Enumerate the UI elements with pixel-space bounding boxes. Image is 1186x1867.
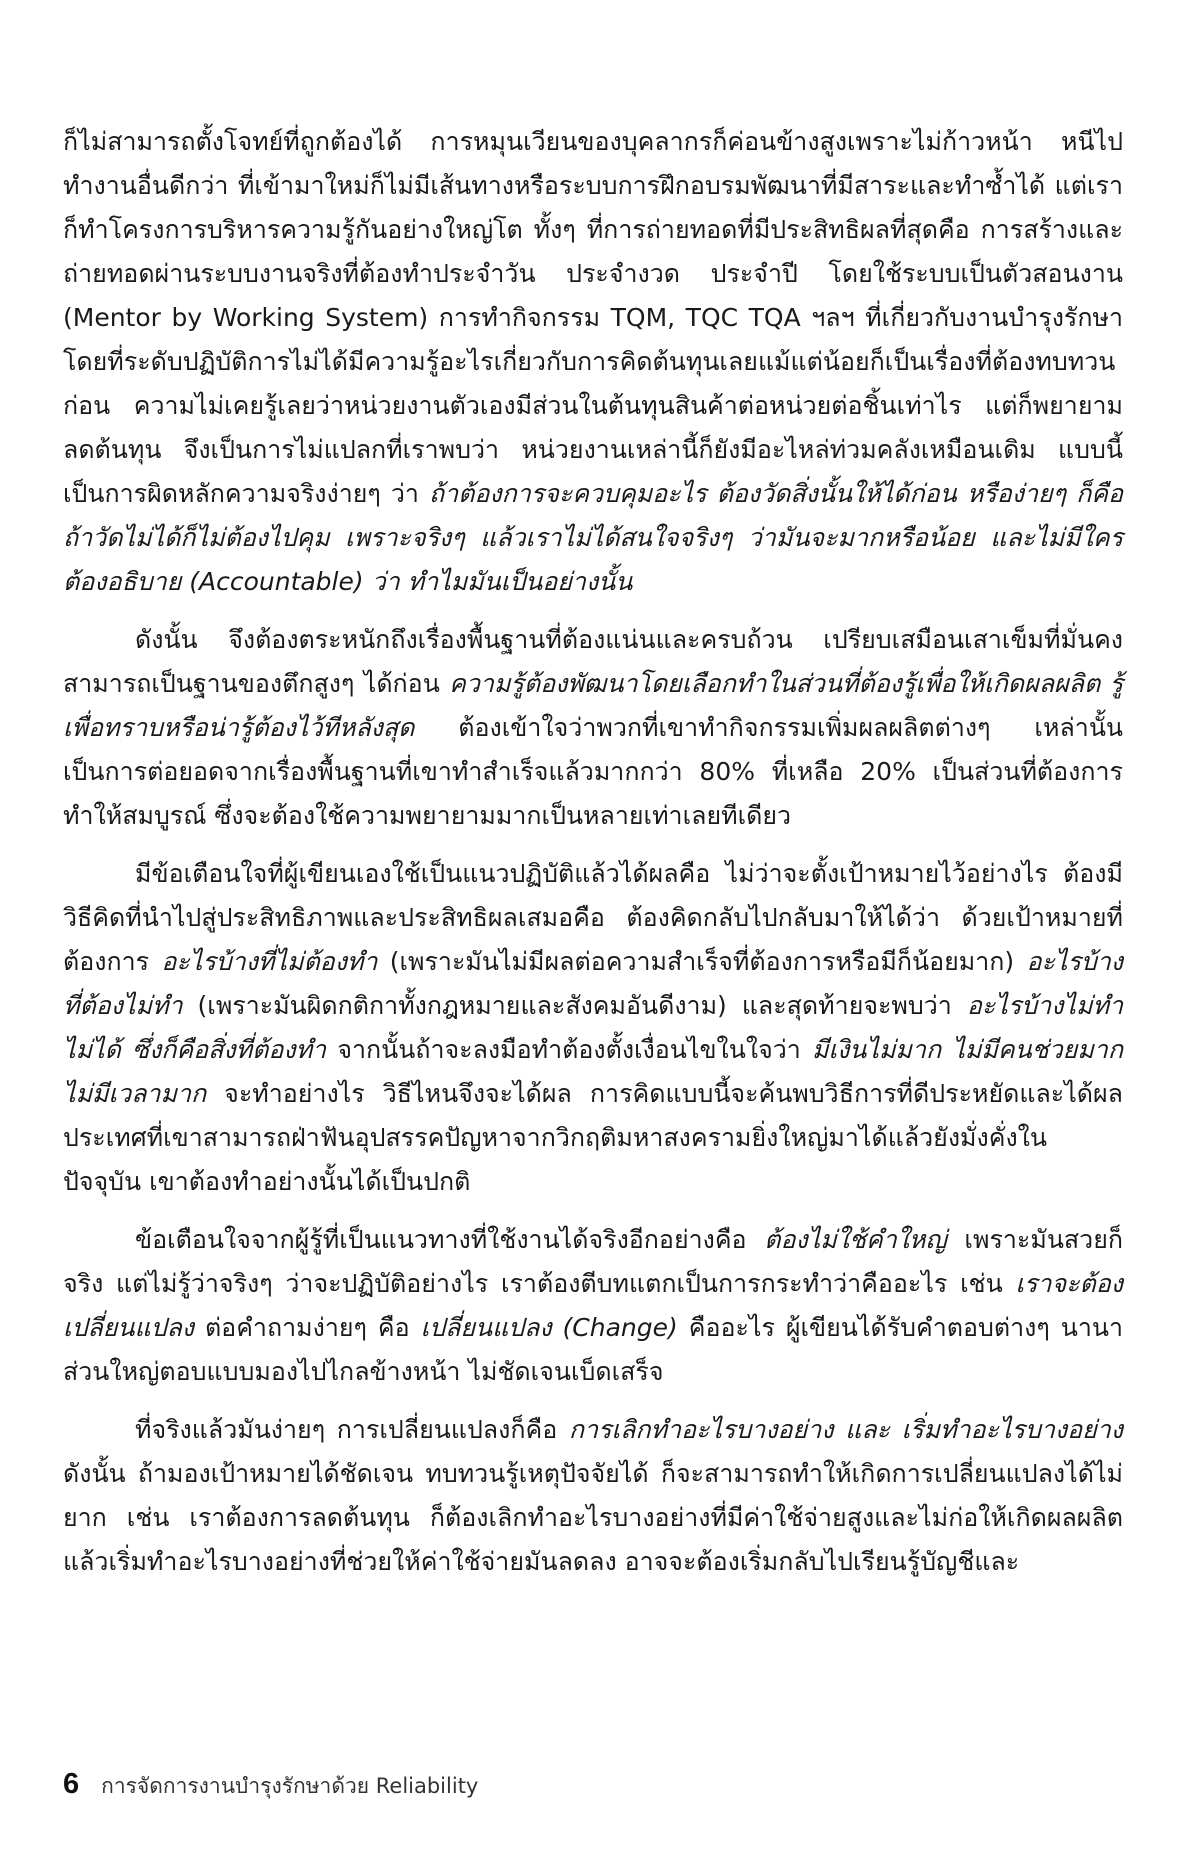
text-run: คืออะไร ผู้เขียนได้รับคำตอบต่างๆ นานา ส่วนใหญ่ตอบแบบมองไปไกลข้างหน้า ไม่ชัดเจนเบ็ดเสร็จ (63, 1313, 1123, 1386)
text-run: จากนั้นถ้าจะลงมือทำต้องตั้งเงื่อนไขในใจว่า (326, 1035, 813, 1064)
text-run: ดังนั้น ถ้ามองเป้าหมายได้ชัดเจน ทบทวนรู้เหตุปัจจัยได้ ก็จะสามารถทำให้เกิดการเปลี่ยนแปลงได้ไม่ยาก เช่น เราต้องการลดต้นทุน ก็ต้องเลิกทำอะไรบางอย่างที่มีค่าใช้จ่ายสูงและไม่ก่อให้เกิดผลผลิต แล้วเริ่มทำอะไรบางอย่างที่ช่วยให้ค่าใช้จ่ายมันลดลง อาจจะต้องเริ่มกลับไปเรียนรู้บัญชีและ (63, 1459, 1123, 1576)
text-run: (เพราะมันผิดกติกาทั้งกฎหมายและสังคมอันดีงาม) และสุดท้ายจะพบว่า (182, 991, 967, 1020)
text-run-italic: เราจะต้องเปลี่ยนแปลง (63, 1269, 1123, 1342)
paragraph-5 (63, 1408, 1123, 1584)
page-number: 6 (63, 1768, 80, 1800)
paragraph-4 (63, 1218, 1123, 1394)
text-run: ก็ไม่สามารถตั้งโจทย์ที่ถูกต้องได้ การหมุนเวียนของบุคลากรก็ค่อนข้างสูงเพราะไม่ก้าวหน้า หนีไปทำงานอื่นดีกว่า ที่เข้ามาใหม่ก็ไม่มีเส้นทางหรือระบบการฝึกอบรมพัฒนาที่มีสาระและทำซ้ำได้ แต่เราก็ทำโครงการบริหารความรู้กันอย่างใหญ่โต ทั้งๆ ที่การถ่ายทอดที่มีประสิทธิผลที่สุดคือ การสร้างและถ่ายทอดผ่านระบบงานจริงที่ต้องทำประจำวัน ประจำงวด ประจำปี โดยใช้ระบบเป็นตัวสอนงาน (Mentor by Working System) การทำกิจกรรม TQM, TQC TQA ฯลฯ ที่เกี่ยวกับงานบำรุงรักษาโดยที่ระดับปฏิบัติการไม่ได้มีความรู้อะไรเกี่ยวกับการคิดต้นทุนเลยแม้แต่น้อยก็เป็นเรื่องที่ต้องทบทวนก่อน ความไม่เคยรู้เลยว่าหน่วยงานตัวเองมีส่วนในต้นทุนสินค้าต่อหน่วยต่อชิ้นเท่าไร แต่ก็พยายามลดต้นทุน จึงเป็นการไม่แปลกที่เราพบว่า หน่วยงานเหล่านี้ก็ยังมีอะไหล่ท่วมคลังเหมือนเดิม แบบนี้เป็นการผิดหลักความจริงง่ายๆ ว่า (63, 127, 1123, 508)
text-run-italic: เปลี่ยนแปลง (Change) (420, 1313, 678, 1342)
text-run-italic: ความรู้ต้องพัฒนาโดยเลือกทำในส่วนที่ต้องรู้เพื่อให้เกิดผลผลิต รู้เพื่อทราบหรือน่ารู้ต้องไว้ทีหลังสุด (63, 669, 1124, 742)
text-run: ดังนั้น จึงต้องตระหนักถึงเรื่องพื้นฐานที่ต้องแน่นและครบถ้วน เปรียบเสมือนเสาเข็มที่มั่นคงสามารถเป็นฐานของตึกสูงๆ ได้ก่อน (63, 625, 1123, 698)
running-title: การจัดการงานบำรุงรักษาด้วย Reliability (101, 1774, 479, 1798)
page-footer (63, 1768, 478, 1808)
text-run-italic: ถ้าต้องการจะควบคุมอะไร ต้องวัดสิ่งนั้นให้ได้ก่อน หรือง่ายๆ ก็คือ ถ้าวัดไม่ได้ก็ไม่ต้องไปคุม เพราะจริงๆ แล้วเราไม่ได้สนใจจริงๆ ว่ามันจะมากหรือน้อย และไม่มีใครต้องอธิบาย (Accountable) ว่า ทำไมมันเป็นอย่างนั้น (63, 479, 1123, 596)
body-text (63, 120, 1123, 1598)
text-run: ต้องเข้าใจว่าพวกที่เขาทำกิจกรรมเพิ่มผลผลิตต่างๆ เหล่านั้นเป็นการต่อยอดจากเรื่องพื้นฐานที่เขาทำสำเร็จแล้วมากกว่า 80% ที่เหลือ 20% เป็นส่วนที่ต้องการทำให้สมบูรณ์ ซึ่งจะต้องใช้ความพยายามมากเป็นหลายเท่าเลยทีเดียว (63, 713, 1123, 830)
text-run-italic: อะไรบ้างที่ไม่ต้องทำ (161, 947, 378, 976)
text-run-italic: มีเงินไม่มาก ไม่มีคนช่วยมาก ไม่มีเวลามาก (63, 1035, 1123, 1108)
text-run-italic: อะไรบ้างไม่ทำไม่ได้ ซึ่งก็คือสิ่งที่ต้องทำ (63, 991, 1123, 1064)
text-run: ข้อเตือนใจจากผู้รู้ที่เป็นแนวทางที่ใช้งานได้จริงอีกอย่างคือ (135, 1225, 765, 1254)
paragraph-2 (63, 618, 1123, 838)
text-run-italic: อะไรบ้างที่ต้องไม่ทำ (63, 947, 1123, 1020)
text-run-italic: การเลิกทำอะไรบางอย่าง และ เริ่มทำอะไรบางอย่าง (568, 1415, 1124, 1444)
text-run-italic: ต้องไม่ใช้คำใหญ่ (764, 1225, 947, 1254)
text-run: ที่จริงแล้วมันง่ายๆ การเปลี่ยนแปลงก็คือ (135, 1415, 569, 1444)
text-run: จะทำอย่างไร วิธีไหนจึงจะได้ผล การคิดแบบนี้จะค้นพบวิธีการที่ดีประหยัดและได้ผล ประเทศที่เขาสามารถฝ่าฟันอุปสรรคปัญหาจากวิกฤติมหาสงครามยิ่งใหญ่มาได้แล้วยังมั่งคั่งในปัจจุบัน เขาต้องทำอย่างนั้นได้เป็นปกติ (63, 1079, 1123, 1196)
paragraph-3 (63, 852, 1123, 1204)
text-run: มีข้อเตือนใจที่ผู้เขียนเองใช้เป็นแนวปฏิบัติแล้วได้ผลคือ ไม่ว่าจะตั้งเป้าหมายไว้อย่างไร ต้องมีวิธีคิดที่นำไปสู่ประสิทธิภาพและประสิทธิผลเสมอคือ ต้องคิดกลับไปกลับมาให้ได้ว่า ด้วยเป้าหมายที่ต้องการ (63, 859, 1123, 976)
text-run: เพราะมันสวยก็จริง แต่ไม่รู้ว่าจริงๆ ว่าจะปฏิบัติอย่างไร เราต้องตีบทแตกเป็นการกระทำว่าคืออะไร เช่น (63, 1225, 1123, 1298)
paragraph-1 (63, 120, 1123, 604)
text-run: ต่อคำถามง่ายๆ คือ (193, 1313, 421, 1342)
text-run: (เพราะมันไม่มีผลต่อความสำเร็จที่ต้องการหรือมีก็น้อยมาก) (377, 947, 1027, 976)
